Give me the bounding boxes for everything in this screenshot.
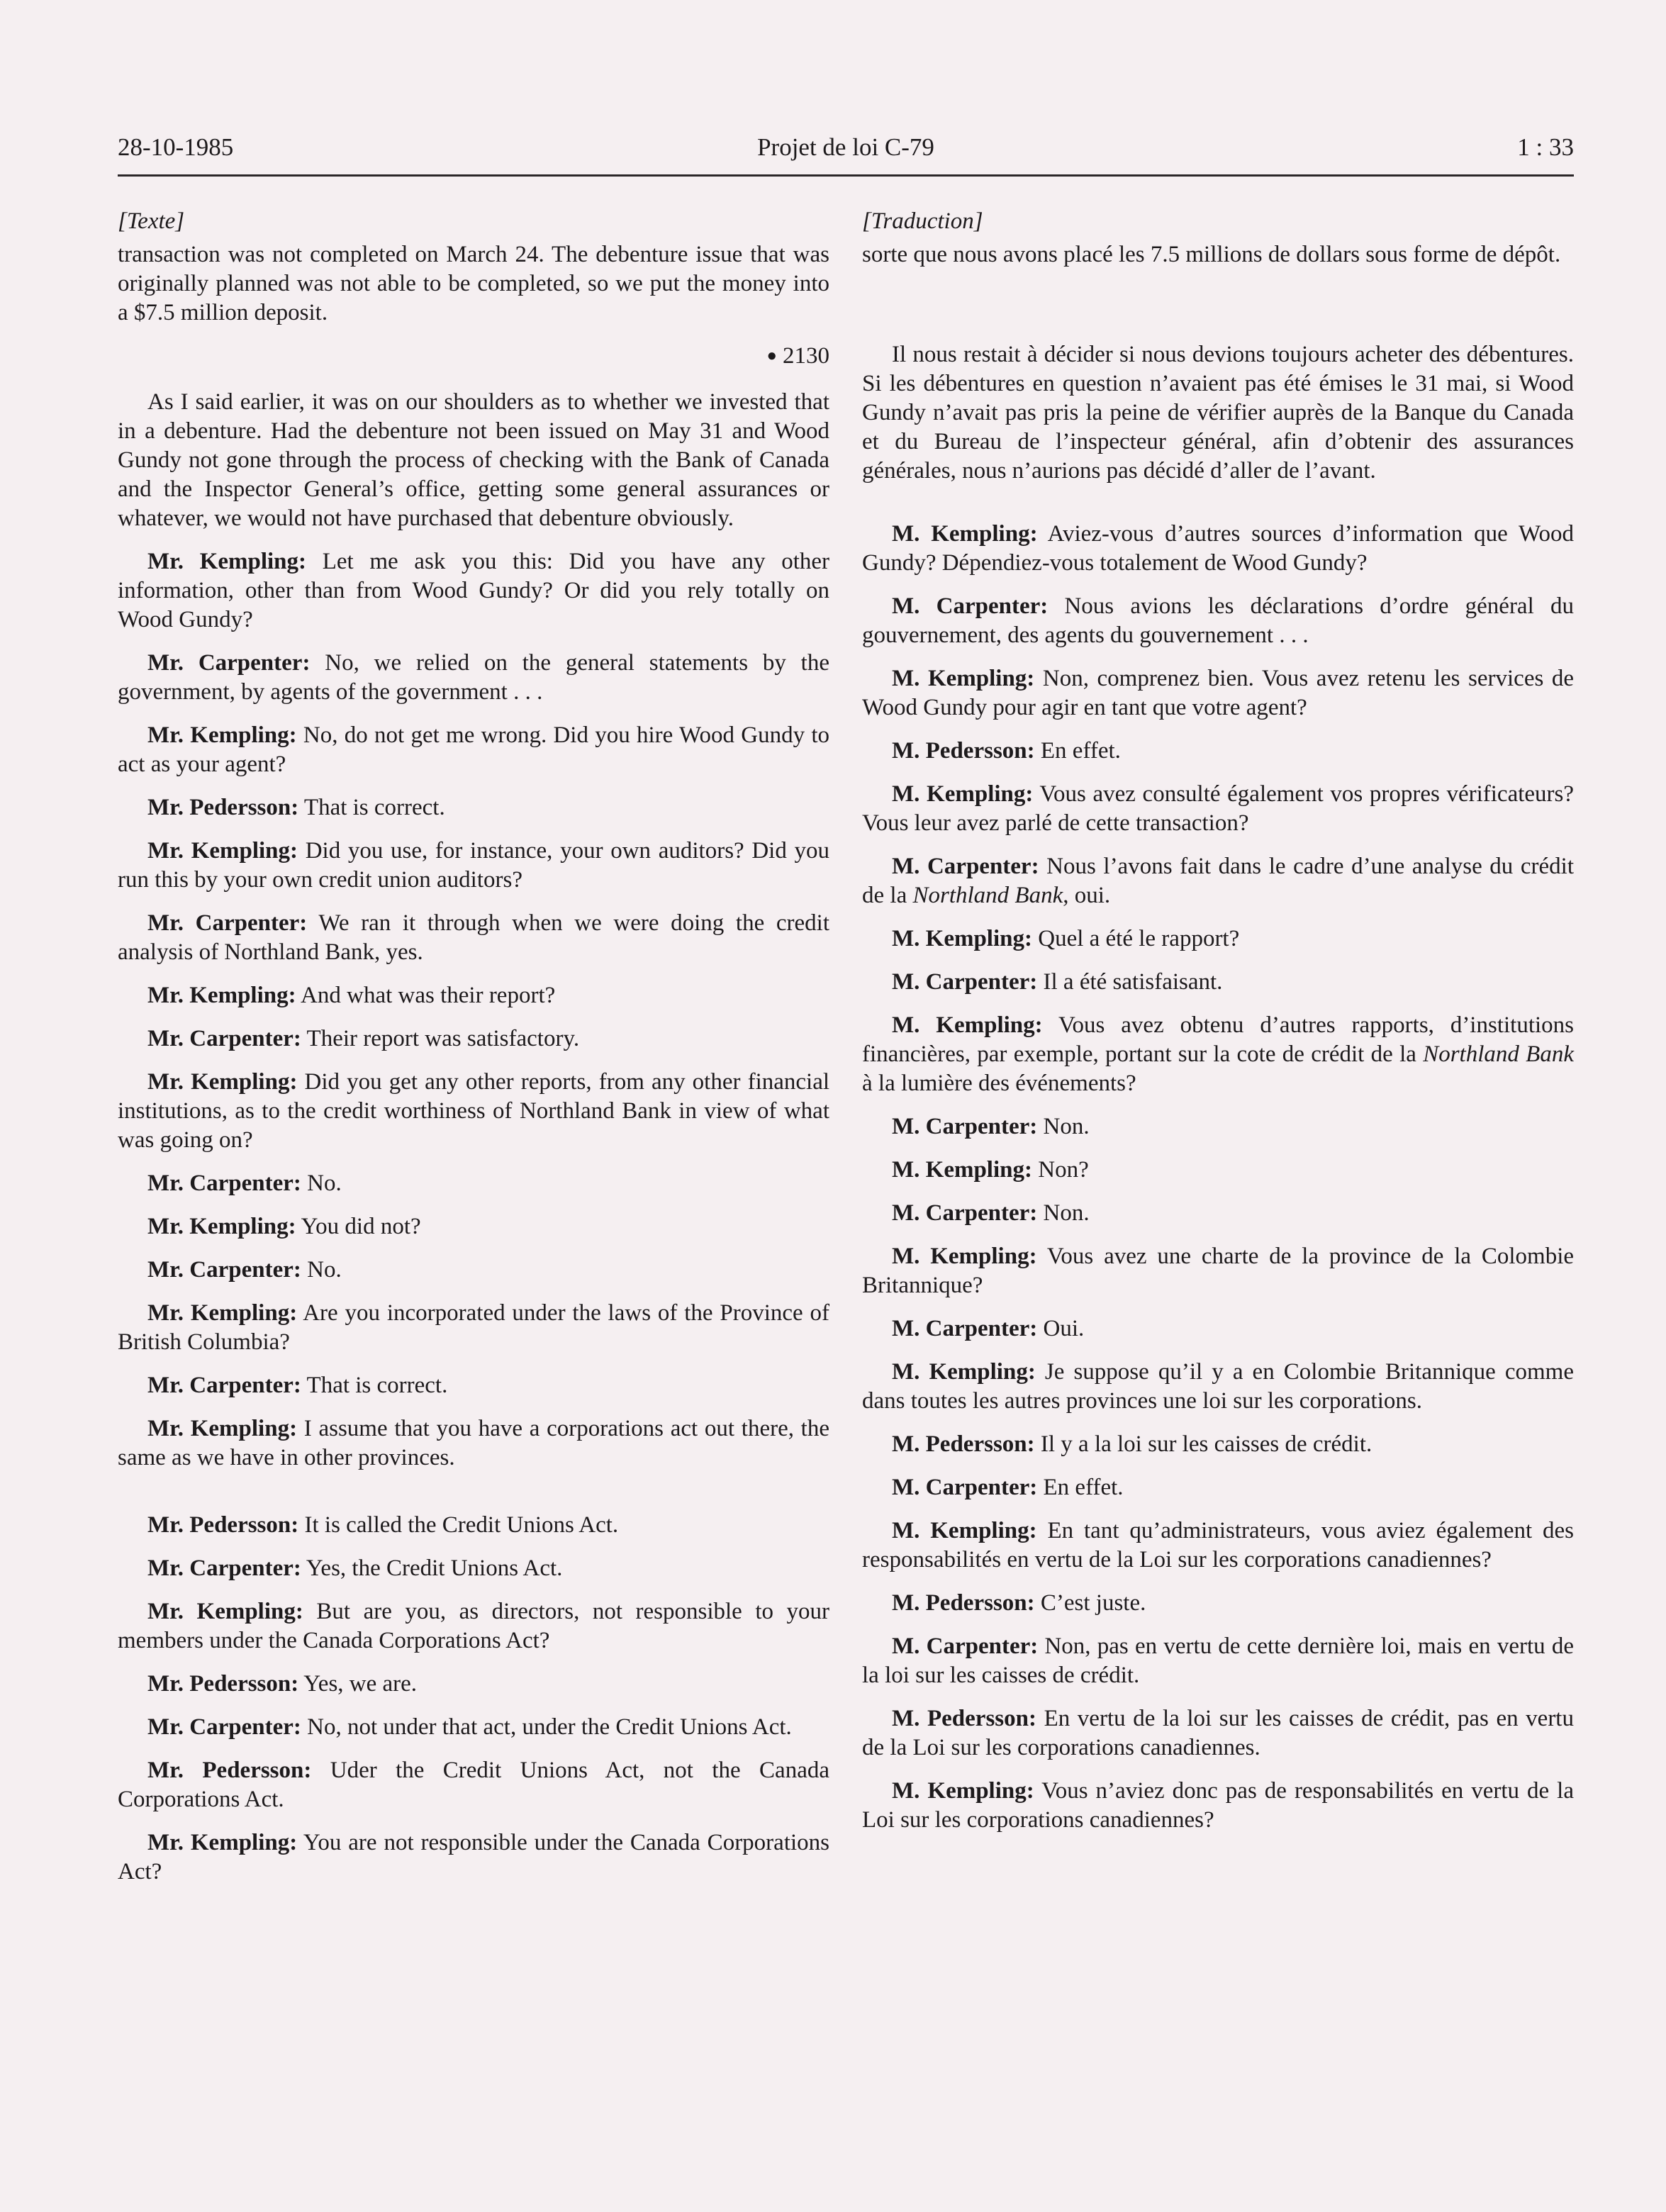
speaker-name: M. Pedersson: bbox=[892, 1590, 1035, 1616]
speech-text: Nous l’avons fait dans le cadre d’une analyse du crédit de la bbox=[862, 854, 1574, 908]
speaker-name: M. Carpenter: bbox=[892, 1200, 1038, 1226]
dialogue-entry bbox=[862, 1430, 1574, 1459]
dialogue-entry bbox=[118, 1670, 829, 1699]
speaker-name: M. Kempling: bbox=[892, 521, 1038, 547]
dialogue-entry bbox=[118, 1756, 829, 1814]
speaker-name: Mr. Kempling: bbox=[147, 549, 307, 574]
speaker-name: M. Carpenter: bbox=[892, 1475, 1038, 1500]
speech-text: Non? bbox=[1038, 1157, 1089, 1183]
speaker-name: M. Kempling: bbox=[892, 1778, 1034, 1804]
speech-text: Il y a la loi sur les caisses de crédit. bbox=[1040, 1431, 1373, 1457]
speaker-name: Mr. Carpenter: bbox=[147, 1714, 301, 1740]
dialogue-entry bbox=[118, 1713, 829, 1742]
dialogue-entry bbox=[118, 837, 829, 895]
dialogue-entry bbox=[118, 1554, 829, 1583]
speaker-name: M. Kempling: bbox=[892, 1518, 1037, 1543]
speaker-name: M. Pedersson: bbox=[892, 1431, 1035, 1457]
dialogue-entry bbox=[862, 1242, 1574, 1300]
speech-text: Let me ask you this: Did you have any other information, other than from Wood Gundy? Or did you rely totally on Wood Gundy? bbox=[118, 549, 830, 632]
dialogue-list bbox=[118, 1511, 829, 1887]
header-rule bbox=[118, 174, 1574, 177]
speech-text: Il a été satisfaisant. bbox=[1043, 969, 1223, 995]
speech-text: Quel a été le rapport? bbox=[1038, 926, 1240, 951]
dialogue-entry bbox=[118, 981, 829, 1010]
header-title: Projet de loi C-79 bbox=[757, 133, 934, 161]
speech-text: Vous n’aviez donc pas de responsabilités en vertu de la Loi sur les corporations canadiennes? bbox=[862, 1778, 1574, 1833]
header-page-number: 1 : 33 bbox=[1517, 133, 1574, 161]
column-label: [Texte] bbox=[118, 208, 185, 234]
dialogue-entry bbox=[862, 1358, 1574, 1416]
speaker-name: Mr. Pedersson: bbox=[147, 795, 299, 820]
dialogue-entry bbox=[118, 721, 829, 779]
dialogue-entry bbox=[118, 1068, 829, 1155]
speaker-name: M. Kempling: bbox=[892, 1157, 1032, 1183]
speaker-name: Mr. Kempling: bbox=[147, 1069, 298, 1095]
dialogue-entry bbox=[118, 1256, 829, 1285]
dialogue-entry bbox=[862, 852, 1574, 910]
left-column bbox=[118, 207, 829, 1901]
dialogue-entry bbox=[862, 1011, 1574, 1098]
speaker-name: Mr. Carpenter: bbox=[147, 1171, 301, 1196]
speaker-name: Mr. Carpenter: bbox=[147, 910, 308, 936]
spacer bbox=[118, 1487, 829, 1511]
speech-text: You did not? bbox=[301, 1214, 421, 1239]
dialogue-entry bbox=[862, 520, 1574, 578]
speaker-name: Mr. Carpenter: bbox=[147, 1257, 301, 1283]
header-date: 28-10-1985 bbox=[118, 133, 234, 161]
speech-text: Uder the Credit Unions Act, not the Canada Corporations Act. bbox=[118, 1758, 829, 1812]
speech-text: Vous avez une charte de la province de la Colombie Britannique? bbox=[862, 1244, 1575, 1298]
speech-text: Nous avions les déclarations d’ordre général du gouvernement, des agents du gouvernement . . . bbox=[862, 593, 1574, 648]
speaker-name: Mr. Kempling: bbox=[147, 1599, 303, 1624]
timestamp-value: 2130 bbox=[783, 343, 829, 369]
speaker-name: Mr. Carpenter: bbox=[147, 1555, 301, 1581]
speaker-name: Mr. Carpenter: bbox=[147, 1373, 301, 1398]
paragraph: sorte que nous avons placé les 7.5 millions de dollars sous forme de dépôt. bbox=[862, 242, 1561, 267]
paragraph: Il nous restait à décider si nous devions toujours acheter des débentures. Si les débentures en question n’avaient pas été émises le 31 mai, si Wood Gundy n’avait pas pris la peine de vérifier auprès de la Banque du Canada et du Bureau de l’inspecteur général, afin d’obtenir des assurances générales, nous n’aurions pas décidé d’aller de l’avant. bbox=[862, 342, 1574, 484]
speech-text: C’est juste. bbox=[1040, 1590, 1146, 1616]
speaker-name: M. Carpenter: bbox=[892, 1316, 1038, 1341]
speaker-name: M. Kempling: bbox=[892, 781, 1034, 807]
dialogue-entry bbox=[118, 1212, 829, 1241]
dialogue-entry bbox=[862, 737, 1574, 766]
speaker-name: Mr. Pedersson: bbox=[147, 1671, 299, 1697]
speaker-name: Mr. Pedersson: bbox=[147, 1512, 299, 1538]
speaker-name: M. Pedersson: bbox=[892, 1706, 1036, 1731]
speech-text: That is correct. bbox=[303, 795, 445, 820]
column-label: [Traduction] bbox=[862, 208, 983, 234]
paragraph: As I said earlier, it was on our shoulders as to whether we invested that in a debenture. Had the debenture not been issued on May 31 and Wood Gundy not gone through the process of checking with the Bank of Canada and the Inspector General’s office, getting some general assurances or whatever, we would not have purchased that debenture obviously. bbox=[118, 389, 829, 531]
dialogue-entry bbox=[862, 1589, 1574, 1618]
speaker-name: M. Carpenter: bbox=[892, 854, 1039, 879]
speech-text: That is correct. bbox=[306, 1373, 448, 1398]
dialogue-entry bbox=[862, 592, 1574, 650]
spacer bbox=[862, 500, 1574, 520]
speech-text: Non. bbox=[1043, 1200, 1090, 1226]
dialogue-list bbox=[118, 547, 829, 1473]
speech-text: You are not responsible under the Canada Corporations Act? bbox=[118, 1830, 829, 1884]
dialogue-entry bbox=[118, 1371, 829, 1400]
dialogue-entry bbox=[118, 1024, 829, 1054]
page-header bbox=[118, 133, 1574, 170]
dialogue-entry bbox=[862, 664, 1574, 722]
speaker-name: Mr. Kempling: bbox=[147, 983, 296, 1008]
speech-text: Non, pas en vertu de cette dernière loi, mais en vertu de la loi sur les caisses de crédit. bbox=[862, 1633, 1575, 1688]
speech-text: Yes, the Credit Unions Act. bbox=[306, 1555, 563, 1581]
speech-text: En tant qu’administrateurs, vous aviez également des responsabilités en vertu de la Loi sur les corporations canadiennes? bbox=[862, 1518, 1575, 1573]
speaker-name: M. Carpenter: bbox=[892, 1633, 1039, 1659]
speech-text: Vous avez obtenu d’autres rapports, d’institutions financières, par exemple, portant sur la cote de crédit de la bbox=[862, 1012, 1575, 1067]
speaker-name: Mr. Carpenter: bbox=[147, 1026, 301, 1051]
speaker-name: M. Kempling: bbox=[892, 1012, 1043, 1038]
dialogue-entry bbox=[118, 547, 829, 635]
speech-text: Are you incorporated under the laws of the Province of British Columbia? bbox=[118, 1300, 829, 1355]
dialogue-entry bbox=[862, 1473, 1574, 1502]
speech-text: Yes, we are. bbox=[303, 1671, 418, 1697]
dialogue-entry bbox=[118, 649, 829, 707]
speech-text-after: à la lumière des événements? bbox=[862, 1071, 1136, 1096]
speech-text: Oui. bbox=[1043, 1316, 1085, 1341]
paragraph: transaction was not completed on March 24. The debenture issue that was originally planned was not able to be completed, so we put the money into a $7.5 million deposit. bbox=[118, 242, 829, 325]
speaker-name: Mr. Carpenter: bbox=[147, 650, 311, 676]
speaker-name: M. Pedersson: bbox=[892, 738, 1035, 764]
speaker-name: M. Carpenter: bbox=[892, 1114, 1038, 1139]
speaker-name: M. Carpenter: bbox=[892, 593, 1049, 619]
speaker-name: M. Carpenter: bbox=[892, 969, 1038, 995]
timestamp bbox=[118, 342, 829, 371]
right-column bbox=[862, 207, 1574, 1849]
dialogue-entry bbox=[118, 1414, 829, 1473]
speech-text: We ran it through when we were doing the credit analysis of Northland Bank, yes. bbox=[118, 910, 829, 965]
speech-text: Vous avez consulté également vos propres vérificateurs? Vous leur avez parlé de cette transaction? bbox=[862, 781, 1575, 836]
dialogue-entry bbox=[862, 1112, 1574, 1141]
dialogue-entry bbox=[118, 1299, 829, 1357]
speech-text: Did you use, for instance, your own auditors? Did you run this by your own credit union auditors? bbox=[118, 838, 830, 893]
speech-text: But are you, as directors, not responsible to your members under the Canada Corporations Act? bbox=[118, 1599, 829, 1653]
speaker-name: M. Kempling: bbox=[892, 926, 1032, 951]
dialogue-list bbox=[862, 520, 1574, 1835]
dialogue-entry bbox=[862, 1632, 1574, 1690]
speech-text: En effet. bbox=[1040, 738, 1121, 764]
speech-text: It is called the Credit Unions Act. bbox=[304, 1512, 619, 1538]
speech-text: Their report was satisfactory. bbox=[306, 1026, 580, 1051]
dialogue-entry bbox=[862, 925, 1574, 954]
dialogue-entry bbox=[118, 1169, 829, 1198]
dialogue-entry bbox=[862, 1199, 1574, 1228]
dialogue-entry bbox=[862, 968, 1574, 997]
spacer bbox=[862, 284, 1574, 340]
speech-text: Non, comprenez bien. Vous avez retenu les services de Wood Gundy pour agir en tant que votre agent? bbox=[862, 666, 1575, 720]
speaker-name: Mr. Kempling: bbox=[147, 1300, 298, 1326]
speaker-name: Mr. Kempling: bbox=[147, 1416, 298, 1441]
speech-text: No, we relied on the general statements by the government, by agents of the government . . . bbox=[118, 650, 829, 705]
dialogue-entry bbox=[862, 1704, 1574, 1763]
bullet-icon: ● bbox=[766, 347, 777, 365]
speech-text: And what was their report? bbox=[301, 983, 556, 1008]
dialogue-entry bbox=[118, 793, 829, 822]
speech-italic: Northland Bank bbox=[1423, 1041, 1574, 1067]
dialogue-entry bbox=[118, 1828, 829, 1887]
speech-text: No, not under that act, under the Credit Unions Act. bbox=[307, 1714, 792, 1740]
dialogue-entry bbox=[118, 909, 829, 967]
speaker-name: Mr. Kempling: bbox=[147, 1830, 298, 1855]
speech-text: Je suppose qu’il y a en Colombie Britannique comme dans toutes les autres provinces une loi sur les corporations. bbox=[862, 1359, 1574, 1414]
speaker-name: Mr. Kempling: bbox=[147, 838, 298, 864]
dialogue-entry bbox=[862, 1516, 1574, 1575]
speech-text: Did you get any other reports, from any other financial institutions, as to the credit worthiness of Northland Bank in view of what was going on? bbox=[118, 1069, 830, 1153]
speaker-name: Mr. Pedersson: bbox=[147, 1758, 312, 1783]
speech-text: I assume that you have a corporations act out there, the same as we have in other provinces. bbox=[118, 1416, 829, 1470]
speech-italic: Northland Bank bbox=[912, 883, 1063, 908]
speaker-name: Mr. Kempling: bbox=[147, 1214, 296, 1239]
speaker-name: Mr. Kempling: bbox=[147, 722, 297, 748]
dialogue-entry bbox=[862, 780, 1574, 838]
dialogue-entry bbox=[862, 1777, 1574, 1835]
speaker-name: M. Kempling: bbox=[892, 666, 1035, 691]
speech-text: No. bbox=[307, 1171, 342, 1196]
speaker-name: M. Kempling: bbox=[892, 1244, 1037, 1269]
speech-text: Aviez-vous d’autres sources d’information que Wood Gundy? Dépendiez-vous totalement de Wood Gundy? bbox=[862, 521, 1574, 576]
speech-text: En effet. bbox=[1043, 1475, 1124, 1500]
dialogue-entry bbox=[862, 1314, 1574, 1344]
speaker-name: M. Kempling: bbox=[892, 1359, 1036, 1385]
speech-text: No, do not get me wrong. Did you hire Wood Gundy to act as your agent? bbox=[118, 722, 830, 777]
speech-text: No. bbox=[307, 1257, 342, 1283]
speech-text: Non. bbox=[1043, 1114, 1090, 1139]
dialogue-entry bbox=[862, 1156, 1574, 1185]
dialogue-entry bbox=[118, 1597, 829, 1655]
dialogue-entry bbox=[118, 1511, 829, 1540]
speech-text: En vertu de la loi sur les caisses de crédit, pas en vertu de la Loi sur les corporations canadiennes. bbox=[862, 1706, 1574, 1760]
speech-text-after: , oui. bbox=[1063, 883, 1111, 908]
